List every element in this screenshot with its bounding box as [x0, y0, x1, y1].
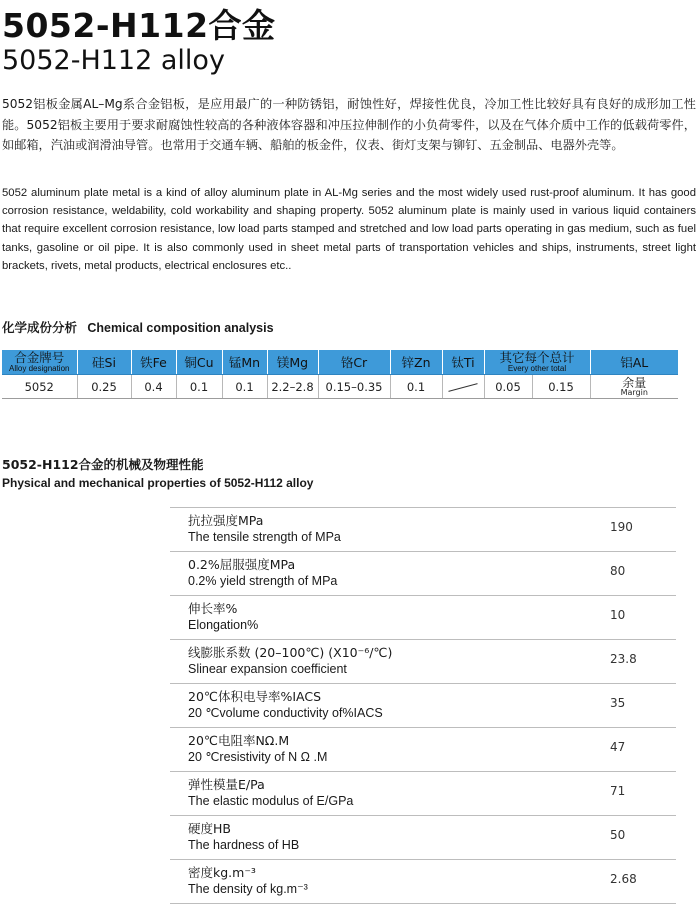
table-row — [170, 552, 676, 596]
cell-cu: 0.1 — [176, 375, 222, 399]
property-value: 35 — [610, 696, 626, 710]
header-si: 硅Si — [77, 350, 131, 375]
header-cr: 铬Cr — [318, 350, 390, 375]
table-row — [170, 640, 676, 684]
property-en: The density of kg.m⁻³ — [188, 882, 308, 896]
table-row — [170, 507, 676, 552]
header-other-en: Every other total — [507, 363, 567, 373]
cell-ti — [442, 375, 484, 399]
intro-paragraph-en: 5052 aluminum plate metal is a kind of alloy aluminum plate in AL-Mg series and the most widely used rust-proof aluminum. It has good corrosion resistance, weldability, cold workability and shaping property. 5052 aluminum plate is mainly used in various liquid containers that require excellent corrosion resistance, low load parts stamped and stretched and low load parts operating in gas medium, such as fuel tanks, gasoline or oil pipe. It is also commonly used in sheet metal parts of transportation vehicles and ships, instruments, street light brackets, rivets, metal products, electrical enclosures etc.. — [2, 187, 696, 272]
property-cn: 伸长率% — [188, 601, 238, 616]
property-label — [188, 512, 341, 546]
cell-fe: 0.4 — [131, 375, 176, 399]
chemical-header-row — [2, 350, 678, 375]
header-alloy-designation — [2, 350, 77, 375]
table-row — [170, 860, 676, 904]
property-label — [188, 732, 327, 766]
cell-cr: 0.15–0.35 — [318, 375, 390, 399]
header-other — [484, 350, 590, 375]
property-value: 47 — [610, 740, 626, 754]
property-cn: 密度kg.m⁻³ — [188, 865, 256, 880]
table-row — [170, 684, 676, 728]
header-cu: 铜Cu — [176, 350, 222, 375]
property-en: The tensile strength of MPa — [188, 530, 341, 544]
property-cn: 20℃电阻率NΩ.M — [188, 733, 290, 748]
cell-other-each: 0.05 — [484, 375, 532, 399]
property-label — [188, 644, 392, 678]
cell-mn: 0.1 — [222, 375, 267, 399]
property-label — [188, 600, 258, 634]
page-title-cn: 5052-H112合金 — [2, 6, 276, 45]
property-value: 80 — [610, 564, 626, 578]
chemical-title-en: Chemical composition analysis — [87, 321, 274, 335]
table-row — [170, 816, 676, 860]
cell-si: 0.25 — [77, 375, 131, 399]
property-en: The elastic modulus of E/GPa — [188, 794, 354, 808]
intro-paragraph-cn: 5052铝板金属AL–Mg系合金铝板，是应用最广的一种防锈铝，耐蚀性好，焊接性优良，冷加工性比较好具有良好的成形加工性能。5052铝板主要用于要求耐腐蚀性较高的各种液体容器和冲压拉伸制作的小负荷零件，以及在气体介质中工作的低载荷零件，如邮箱，汽油或润滑油导管。也常用于交通车辆、船舶的板金件，仪表、街灯支架与铆钉、五金制品、电器外壳等。 — [2, 97, 696, 152]
property-value: 2.68 — [610, 872, 637, 886]
property-en: 20 ℃resistivity of N Ω .M — [188, 750, 328, 764]
property-value: 190 — [610, 520, 633, 534]
property-cn: 硬度HB — [188, 821, 231, 836]
property-label — [188, 864, 308, 898]
table-row — [170, 728, 676, 772]
property-label — [188, 776, 353, 810]
property-en: Slinear expansion coefficient — [188, 662, 347, 676]
property-label — [188, 556, 337, 590]
property-cn: 弹性模量E/Pa — [188, 777, 265, 792]
header-other-cn: 其它每个总计 — [499, 349, 575, 365]
header-ti: 钛Ti — [442, 350, 484, 375]
physical-section-title — [2, 456, 313, 492]
property-value: 23.8 — [610, 652, 637, 666]
slash-mark — [448, 383, 477, 392]
property-cn: 0.2%屈服强度MPa — [188, 557, 296, 572]
property-en: The hardness of HB — [188, 838, 300, 852]
property-cn: 线膨胀系数 (20–100℃) (X10⁻⁶/℃) — [188, 645, 393, 660]
cell-zn: 0.1 — [390, 375, 442, 399]
cell-mg: 2.2–2.8 — [267, 375, 318, 399]
property-en: Elongation% — [188, 618, 259, 632]
header-fe: 铁Fe — [131, 350, 176, 375]
physical-properties-table — [170, 507, 676, 904]
physical-title-en: Physical and mechanical properties of 5052-H112 alloy — [2, 476, 314, 490]
cell-al-cn: 余量 — [622, 375, 647, 390]
property-value: 71 — [610, 784, 626, 798]
property-label — [188, 688, 383, 722]
chemical-title-cn: 化学成份分析 — [2, 320, 78, 335]
chemical-section-title — [2, 318, 274, 336]
property-label — [188, 820, 299, 854]
table-row — [2, 375, 678, 399]
header-alloy-en: Alloy designation — [9, 363, 70, 373]
cell-alloy: 5052 — [2, 375, 77, 399]
chemical-composition-table — [2, 350, 678, 399]
property-value: 50 — [610, 828, 626, 842]
header-zn: 锌Zn — [390, 350, 442, 375]
cell-al — [590, 375, 678, 399]
property-value: 10 — [610, 608, 626, 622]
table-row — [170, 596, 676, 640]
property-en: 20 ℃volume conductivity of%IACS — [188, 706, 383, 720]
header-alloy-cn: 合金牌号 — [14, 349, 65, 365]
property-cn: 20℃体积电导率%IACS — [188, 689, 322, 704]
cell-al-en: Margin — [620, 387, 648, 397]
physical-title-cn: 5052-H112合金的机械及物理性能 — [2, 457, 204, 472]
header-al: 铝AL — [590, 350, 678, 375]
page-title-en: 5052-H112 alloy — [2, 45, 225, 76]
header-mn: 锰Mn — [222, 350, 267, 375]
property-en: 0.2% yield strength of MPa — [188, 574, 338, 588]
cell-other-total: 0.15 — [532, 375, 590, 399]
header-mg: 镁Mg — [267, 350, 318, 375]
property-cn: 抗拉强度MPa — [188, 513, 264, 528]
table-row — [170, 772, 676, 816]
